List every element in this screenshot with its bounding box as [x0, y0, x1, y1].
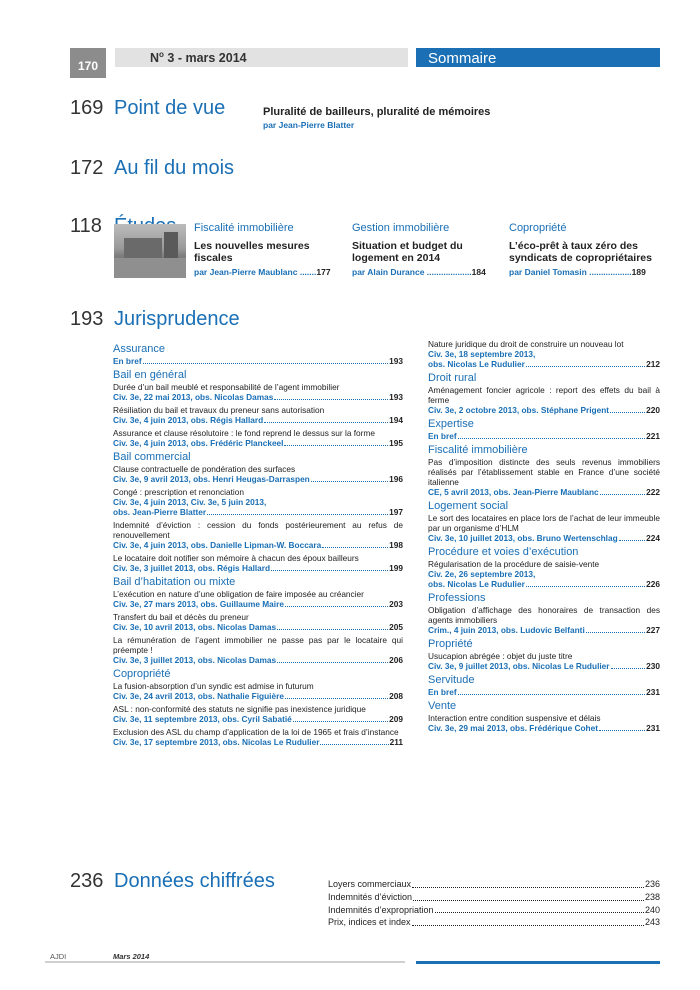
- entry-reference-text: obs. Nicolas Le Rudulier: [428, 359, 525, 369]
- issue-sup: o: [159, 50, 164, 59]
- entry-reference: [113, 507, 403, 517]
- dot-leader: [412, 916, 644, 926]
- dot-leader: [526, 579, 645, 587]
- entry-title: Usucapion abrégée : objet du juste titre: [428, 651, 573, 661]
- dot-leader: [610, 405, 645, 413]
- dot-leader: [277, 655, 388, 663]
- toc-entry[interactable]: [428, 559, 660, 589]
- category-heading: Professions: [428, 592, 486, 604]
- entry-reference: [428, 533, 660, 543]
- toc-entry[interactable]: [428, 431, 660, 441]
- category-heading: Propriété: [428, 638, 473, 650]
- dot-leader: [143, 356, 389, 364]
- entry-reference-text: Crim., 4 juin 2013, obs. Ludovic Belfanti: [428, 625, 585, 635]
- entry-title: Transfert du bail et décès du preneur: [113, 612, 249, 622]
- entry-title: Exclusion des ASL du champ d’application de la loi de 1965 et frais d’instance: [113, 727, 399, 737]
- entry-title: Régularisation de la procédure de saisie-vente: [428, 559, 600, 569]
- dot-leader: [207, 507, 388, 515]
- etude-author-name: par Alain Durance: [352, 267, 425, 277]
- entry-page: 195: [389, 438, 403, 448]
- entry-reference: [428, 723, 660, 733]
- entry-reference-text: Civ. 3e, 10 juillet 2013, obs. Bruno Wertenschlag: [428, 533, 618, 543]
- category-heading: Expertise: [428, 418, 474, 430]
- toc-entry[interactable]: [113, 727, 403, 747]
- au-fil-heading[interactable]: Au fil du mois: [114, 157, 235, 179]
- entry-reference: [428, 487, 660, 497]
- dot-leader: [271, 563, 388, 571]
- entry-title: Congé : prescription et renonciation: [113, 487, 244, 497]
- donnees-page-ref: 243: [644, 917, 660, 928]
- donnees-item[interactable]: [328, 916, 660, 929]
- toc-entry[interactable]: [428, 651, 660, 671]
- etude-author-name: par Daniel Tomasin: [509, 267, 587, 277]
- footer-accent-rule: [416, 961, 660, 964]
- category-heading: Bail d’habitation ou mixte: [113, 576, 236, 588]
- entry-reference: [113, 737, 403, 747]
- entry-reference-text: Civ. 3e, 10 avril 2013, obs. Nicolas Damas: [113, 622, 277, 632]
- donnees-item[interactable]: [328, 878, 660, 891]
- entry-page: 220: [646, 405, 660, 415]
- entry-title: Nature juridique du droit de construire un nouveau lot: [428, 339, 624, 349]
- section-banner: Sommaire: [416, 48, 660, 67]
- entry-page: 198: [389, 540, 403, 550]
- entry-title: Assurance et clause résolutoire : le fond reprend le dessus sur la forme: [113, 428, 375, 438]
- dot-leader: [586, 625, 645, 633]
- etude-title: L’éco-prêt à taux zéro des syndicats de copropriétaires: [509, 240, 652, 264]
- entry-page: 193: [389, 392, 403, 402]
- point-de-vue-heading[interactable]: Point de vue: [114, 97, 226, 119]
- category-heading: Droit rural: [428, 372, 477, 384]
- etude-author-name: par Jean-Pierre Maublanc: [194, 267, 298, 277]
- entry-reference-text: Civ. 3e, 3 juillet 2013, obs. Régis Hallard: [113, 563, 271, 573]
- entry-page: 227: [646, 625, 660, 635]
- toc-entry[interactable]: [113, 428, 403, 448]
- dot-leader: [600, 487, 646, 495]
- entry-reference: [113, 599, 403, 609]
- etudes-page: 118: [70, 215, 102, 237]
- entry-page: 224: [646, 533, 660, 543]
- entry-reference-line: Civ. 3e, 4 juin 2013, Civ. 3e, 5 juin 2013,: [113, 497, 267, 507]
- entry-page: 222: [646, 487, 660, 497]
- entry-reference-text: obs. Jean-Pierre Blatter: [113, 507, 207, 517]
- dot-leader: [285, 599, 388, 607]
- toc-entry[interactable]: [113, 681, 403, 701]
- dot-leader: [435, 904, 644, 914]
- toc-entry[interactable]: [428, 513, 660, 543]
- entry-reference-text: Civ. 3e, 3 juillet 2013, obs. Nicolas Damas: [113, 655, 277, 665]
- donnees-page-ref: 240: [644, 904, 660, 915]
- donnees-label: Loyers commerciaux: [328, 879, 412, 889]
- entry-page: 197: [389, 507, 403, 517]
- entry-reference-text: Civ. 3e, 27 mars 2013, obs. Guillaume Maire: [113, 599, 284, 609]
- dot-leader: [274, 392, 388, 400]
- toc-entry[interactable]: [113, 635, 403, 665]
- etude-category: Copropriété: [509, 222, 567, 234]
- etude-page: 184: [471, 267, 486, 277]
- entry-reference: [113, 691, 403, 701]
- entry-title: Aménagement foncier agricole : report des effets du bail à ferme: [428, 385, 660, 405]
- entry-page: 209: [389, 714, 403, 724]
- etude-author: par Jean-Pierre Maublanc .......177: [194, 267, 331, 277]
- entry-reference-text: CE, 5 avril 2013, obs. Jean-Pierre Maublanc: [428, 487, 599, 497]
- etude-category: Fiscalité immobilière: [194, 222, 294, 234]
- dot-leader: [277, 622, 388, 630]
- dot-leader: [619, 533, 645, 541]
- entry-page: 221: [646, 431, 660, 441]
- toc-entry[interactable]: [113, 520, 403, 550]
- etude-title: Situation et budget du logement en 2014: [352, 240, 463, 264]
- category-heading: Copropriété: [113, 668, 171, 680]
- entry-reference-text: Civ. 3e, 9 avril 2013, obs. Henri Heugas-Darraspen: [113, 474, 310, 484]
- entry-reference-text: Civ. 3e, 11 septembre 2013, obs. Cyril Sabatié: [113, 714, 292, 724]
- entry-title: Clause contractuelle de pondération des surfaces: [113, 464, 296, 474]
- dot-leader: [293, 714, 388, 722]
- entry-page: 226: [646, 579, 660, 589]
- donnees-heading[interactable]: Données chiffrées: [114, 870, 275, 892]
- entry-reference-text: En bref: [113, 356, 142, 366]
- entry-reference-text: Civ. 3e, 4 juin 2013, obs. Régis Hallard: [113, 415, 264, 425]
- entry-reference-text: Civ. 3e, 22 mai 2013, obs. Nicolas Damas: [113, 392, 274, 402]
- entry-title: ASL : non-conformité des statuts ne signifie pas inexistence juridique: [113, 704, 366, 714]
- entry-reference-text: obs. Nicolas Le Rudulier: [428, 579, 525, 589]
- page-number: [70, 48, 106, 78]
- toc-entry[interactable]: [428, 339, 660, 369]
- etude-author: par Alain Durance ...................184: [352, 267, 486, 277]
- donnees-label: Indemnités d’expropriation: [328, 904, 434, 915]
- entry-reference: [113, 540, 403, 550]
- category-heading: Procédure et voies d’exécution: [428, 546, 579, 558]
- entry-reference: [428, 431, 660, 441]
- toc-entry[interactable]: [113, 405, 403, 425]
- toc-entry[interactable]: [113, 356, 403, 366]
- etude-item[interactable]: [352, 222, 500, 277]
- dot-leader: [412, 878, 644, 888]
- donnees-item[interactable]: [328, 891, 660, 904]
- entry-reference: [428, 625, 660, 635]
- etude-category: Gestion immobilière: [352, 222, 450, 234]
- entry-page: 196: [389, 474, 403, 484]
- entry-title: Résiliation du bail et travaux du preneur sans autorisation: [113, 405, 325, 415]
- etude-author: par Daniel Tomasin ..................189: [509, 267, 646, 277]
- entry-reference-text: Civ. 3e, 9 juillet 2013, obs. Nicolas Le Rudulier: [428, 661, 610, 671]
- entry-reference-line: Civ. 2e, 26 septembre 2013,: [428, 569, 536, 579]
- entry-reference: [113, 392, 403, 402]
- etudes-photo: [114, 224, 186, 278]
- toc-entry[interactable]: [113, 589, 403, 609]
- entry-reference: [113, 415, 403, 425]
- category-heading: Vente: [428, 700, 457, 712]
- entry-reference-text: Civ. 3e, 4 juin 2013, obs. Frédéric Planckeel: [113, 438, 284, 448]
- toc-entry[interactable]: [113, 464, 403, 484]
- toc-entry[interactable]: [113, 553, 403, 573]
- entry-reference-text: Civ. 3e, 4 juin 2013, obs. Danielle Lipman-W. Boccara: [113, 540, 322, 550]
- entry-title: Obligation d’affichage des honoraires de transaction des agents immobiliers: [428, 605, 660, 625]
- entry-page: 205: [389, 622, 403, 632]
- point-de-vue-page: 169: [70, 97, 104, 119]
- dot-leader: [458, 687, 646, 695]
- category-heading: Servitude: [428, 674, 475, 686]
- etude-item[interactable]: [194, 222, 342, 277]
- dot-leader: [285, 691, 388, 699]
- entry-page: 231: [646, 723, 660, 733]
- toc-entry[interactable]: [113, 487, 403, 517]
- dot-leader: [322, 540, 388, 548]
- dot-leader: [611, 661, 646, 669]
- entry-title: La fusion-absorption d’un syndic est admise in futurum: [113, 681, 314, 691]
- entry-title: L’exécution en nature d’une obligation de faire imposée au créancier: [113, 589, 364, 599]
- toc-entry[interactable]: [428, 457, 660, 497]
- category-heading: Fiscalité immobilière: [428, 444, 528, 456]
- entry-title: Pas d’imposition distincte des seuls revenus immobiliers réalisés par l’établissement stable en France d’une société italienne: [428, 457, 660, 487]
- entry-page: 231: [646, 687, 660, 697]
- entry-reference: [428, 359, 660, 369]
- donnees-page-ref: 238: [644, 891, 660, 902]
- entry-reference-text: En bref: [428, 687, 457, 697]
- toc-entry[interactable]: [428, 687, 660, 697]
- category-heading: Logement social: [428, 500, 509, 512]
- entry-page: 199: [389, 563, 403, 573]
- jurisprudence-heading[interactable]: Jurisprudence: [114, 308, 240, 330]
- category-heading: Bail en général: [113, 369, 187, 381]
- point-de-vue-author: par Jean-Pierre Blatter: [263, 120, 355, 130]
- jurisprudence-right-column: [428, 339, 660, 736]
- entry-reference: [428, 405, 660, 415]
- entry-reference: [428, 661, 660, 671]
- dot-leader: [458, 431, 646, 439]
- donnees-list: [328, 878, 660, 929]
- issue-rest: 3 - mars 2014: [163, 51, 247, 66]
- jurisprudence-left-column: [113, 340, 403, 750]
- category-heading: Bail commercial: [113, 451, 191, 463]
- donnees-label: Prix, indices et index: [328, 917, 411, 928]
- donnees-item[interactable]: [328, 904, 660, 917]
- entry-reference-text: Civ. 3e, 29 mai 2013, obs. Frédérique Cohet: [428, 723, 598, 733]
- entry-title: Interaction entre condition suspensive et délais: [428, 713, 601, 723]
- entry-reference: [113, 714, 403, 724]
- donnees-label: Indemnités d’éviction: [328, 891, 413, 902]
- entry-title: Durée d’un bail meublé et responsabilité de l’agent immobilier: [113, 382, 340, 392]
- entry-title: La rémunération de l’agent immobilier ne passe pas par le locataire qui préempte !: [113, 635, 403, 655]
- toc-entry[interactable]: [113, 704, 403, 724]
- entry-page: 194: [389, 415, 403, 425]
- dot-leader: [413, 891, 644, 901]
- entry-title: Le sort des locataires en place lors de l’achat de leur immeuble par un organisme d’HLM: [428, 513, 660, 533]
- entry-title: Indemnité d’éviction : cession du fonds postérieurement au refus de renouvellement: [113, 520, 403, 540]
- entry-reference: [113, 655, 403, 665]
- entry-page: 211: [389, 737, 403, 747]
- point-de-vue-article-title[interactable]: Pluralité de bailleurs, pluralité de mémoires: [263, 106, 491, 118]
- page-number-text: 170: [77, 59, 99, 73]
- entry-reference: [113, 356, 403, 366]
- donnees-page: 236: [70, 870, 104, 892]
- entry-reference-text: Civ. 3e, 2 octobre 2013, obs. Stéphane Prigent: [428, 405, 610, 415]
- dot-leader: [599, 723, 645, 731]
- toc-entry[interactable]: [428, 385, 660, 415]
- entry-reference: [113, 438, 403, 448]
- dot-leader: [284, 438, 388, 446]
- entry-reference-text: Civ. 3e, 17 septembre 2013, obs. Nicolas Le Rudulier: [113, 737, 320, 747]
- toc-entry[interactable]: [113, 612, 403, 632]
- issue-label: [150, 50, 247, 65]
- entry-reference: [428, 687, 660, 697]
- entry-page: 230: [646, 661, 660, 671]
- footer-date: Mars 2014: [113, 952, 150, 961]
- footer-journal: AJDI: [50, 952, 67, 961]
- entry-reference: [428, 579, 660, 589]
- etude-page: 177: [316, 267, 331, 277]
- issue-prefix: N: [150, 51, 160, 66]
- dot-leader: [264, 415, 388, 423]
- entry-page: 212: [646, 359, 660, 369]
- dot-leader: [311, 474, 388, 482]
- dot-leader: [526, 359, 645, 367]
- entry-page: 193: [389, 356, 403, 366]
- entry-reference: [113, 474, 403, 484]
- entry-reference-text: En bref: [428, 431, 457, 441]
- au-fil-page: 172: [70, 157, 104, 179]
- dot-leader: [320, 737, 388, 745]
- entry-title: Le locataire doit notifier son mémoire à chacun des époux bailleurs: [113, 553, 359, 563]
- entry-reference: [113, 622, 403, 632]
- entry-page: 206: [389, 655, 403, 665]
- entry-reference: [113, 563, 403, 573]
- jurisprudence-page: 193: [70, 308, 104, 330]
- entry-reference-text: Civ. 3e, 24 avril 2013, obs. Nathalie Figuière: [113, 691, 284, 701]
- footer-rule: [45, 961, 405, 963]
- toc-entry[interactable]: [113, 382, 403, 402]
- category-heading: Assurance: [113, 343, 165, 355]
- etude-title: Les nouvelles mesures fiscales: [194, 240, 310, 264]
- entry-reference-line: Civ. 3e, 18 septembre 2013,: [428, 349, 536, 359]
- entry-page: 208: [389, 691, 403, 701]
- entry-page: 203: [389, 599, 403, 609]
- etude-page: 189: [631, 267, 646, 277]
- etude-item[interactable]: [509, 222, 657, 277]
- donnees-page-ref: 236: [644, 879, 660, 889]
- toc-entry[interactable]: [428, 713, 660, 733]
- toc-entry[interactable]: [428, 605, 660, 635]
